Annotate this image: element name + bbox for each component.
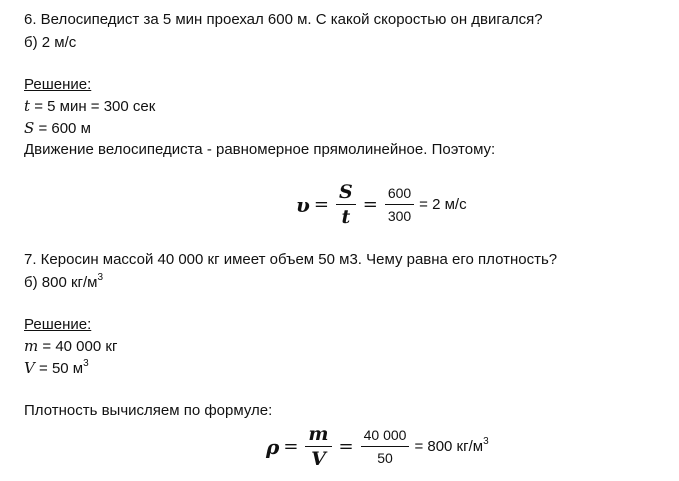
problem-6-given-time xyxy=(24,97,155,116)
fraction-numerator: S xyxy=(338,181,353,203)
superscript: 3 xyxy=(83,358,89,369)
symbolic-fraction xyxy=(336,180,356,229)
mass-value: = 40 000 кг xyxy=(38,338,118,355)
numeric-fraction xyxy=(361,424,410,469)
velocity-symbol: υ xyxy=(296,192,310,217)
problem-6-given-distance xyxy=(24,119,91,138)
fraction-numerator: 40 000 xyxy=(363,427,407,443)
time-value: = 5 мин = 300 сек xyxy=(30,98,156,115)
equals-sign: = xyxy=(338,436,354,457)
problem-7-solution-label: Решение: xyxy=(24,316,92,333)
problem-7-answer xyxy=(24,274,103,292)
fraction-numerator: m xyxy=(308,423,329,445)
problem-7-explanation: Плотность вычисляем по формуле: xyxy=(24,402,273,419)
distance-variable: S xyxy=(24,119,35,137)
volume-variable: V xyxy=(24,359,35,377)
density-result xyxy=(414,438,488,455)
time-variable: t xyxy=(24,97,31,115)
equals-sign: = xyxy=(313,194,329,215)
density-formula xyxy=(266,422,489,471)
equals-sign: = xyxy=(283,436,299,457)
fraction-denominator: V xyxy=(311,448,326,470)
problem-6-question: 6. Велосипедист за 5 мин проехал 600 м. С какой скоростью он двигался? xyxy=(24,11,543,28)
problem-7-given-volume xyxy=(24,359,89,378)
superscript: 3 xyxy=(483,436,489,447)
problem-7-question: 7. Керосин массой 40 000 кг имеет объем 50 м3. Чему равна его плотность? xyxy=(24,251,558,268)
density-result-text: = 800 кг/м xyxy=(414,438,484,455)
problem-7-given-mass xyxy=(24,337,117,356)
answer-text: б) 800 кг/м xyxy=(24,274,98,291)
volume-value: = 50 м xyxy=(34,360,84,377)
density-symbol: ρ xyxy=(266,434,280,459)
velocity-result: = 2 м/с xyxy=(419,196,467,213)
numeric-fraction xyxy=(385,182,414,227)
superscript: 3 xyxy=(97,272,104,283)
equals-sign: = xyxy=(362,194,378,215)
velocity-formula xyxy=(296,180,467,229)
mass-variable: m xyxy=(24,337,39,355)
fraction-denominator: t xyxy=(341,206,351,228)
distance-value: = 600 м xyxy=(34,120,91,137)
fraction-denominator: 300 xyxy=(387,208,412,224)
symbolic-fraction xyxy=(305,422,331,471)
problem-6-answer: б) 2 м/с xyxy=(24,34,77,51)
problem-6-solution-label: Решение: xyxy=(24,76,92,93)
fraction-numerator: 600 xyxy=(387,185,412,201)
problem-6-explanation: Движение велосипедиста - равномерное прямолинейное. Поэтому: xyxy=(24,141,496,158)
fraction-denominator: 50 xyxy=(377,450,393,466)
